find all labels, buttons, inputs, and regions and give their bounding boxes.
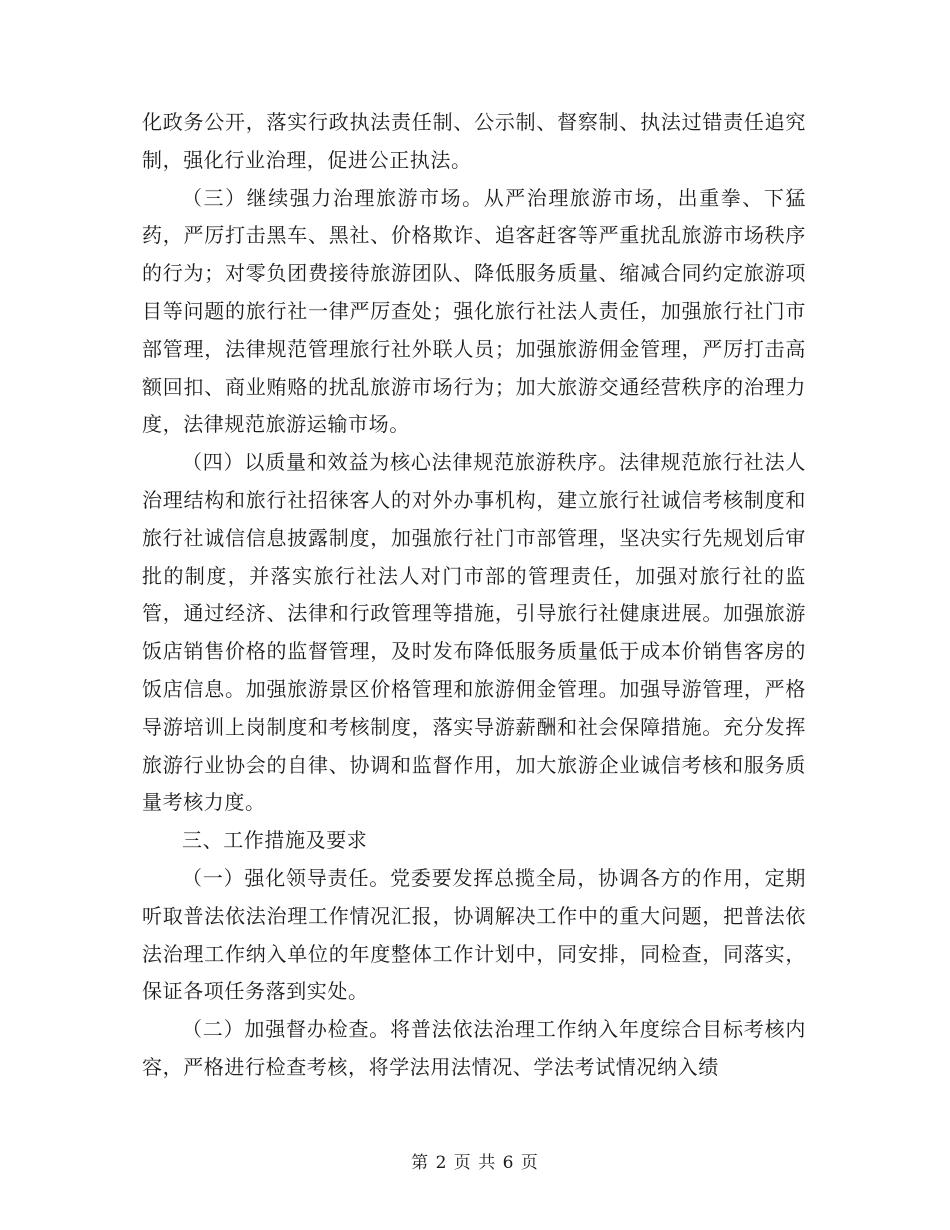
section-heading: 三、工作措施及要求 xyxy=(182,828,368,853)
footer-suffix: 页 xyxy=(520,1153,539,1173)
paragraph-continued: 化政务公开，落实行政执法责任制、公示制、督察制、执法过错责任追究制，强化行业治理，促进公正执法。 xyxy=(142,110,806,172)
footer-middle: 页 共 xyxy=(453,1153,497,1173)
footer-prefix: 第 xyxy=(411,1153,430,1173)
paragraph-measure-one: （一）强化领导责任。党委要发挥总揽全局，协调各方的作用，定期听取普法依法治理工作情况汇报，协调解决工作中的重大问题，把普法依法治理工作纳入单位的年度整体工作计划中，同安排，同检查，同落实，保证各项任务落到实处。 xyxy=(142,865,806,1004)
footer-total-pages: 6 xyxy=(502,1153,515,1173)
paragraph-section-four: （四）以质量和效益为核心法律规范旅游秩序。法律规范旅行社法人治理结构和旅行社招徕客人的对外办事机构，建立旅行社诚信考核制度和旅行社诚信信息披露制度，加强旅行社门市部管理，坚决实行先规划后审批的制度，并落实旅行社法人对门市部的管理责任，加强对旅行社的监管，通过经济、法律和行政管理等措施，引导旅行社健康进展。加强旅游饭店销售价格的监督管理，及时发布降低服务质量低于成本价销售客房的饭店信息。加强旅游景区价格管理和旅游佣金管理。加强导游管理，严格导游培训上岗制度和考核制度，落实导游薪酬和社会保障措施。充分发挥旅游行业协会的自律、协调和监督作用，加大旅游企业诚信考核和服务质量考核力度。 xyxy=(142,450,806,815)
page-footer xyxy=(0,1148,950,1173)
document-page xyxy=(142,104,806,1087)
footer-current-page: 2 xyxy=(435,1153,448,1173)
paragraph-measure-two: （二）加强督办检查。将普法依法治理工作纳入年度综合目标考核内容，严格进行检查考核，将学法用法情况、学法考试情况纳入绩 xyxy=(142,1017,806,1079)
paragraph-section-three: （三）继续强力治理旅游市场。从严治理旅游市场，出重拳、下猛药，严厉打击黑车、黑社、价格欺诈、追客赶客等严重扰乱旅游市场秩序的行为；对零负团费接待旅游团队、降低服务质量、缩减合同约定旅游项目等问题的旅行社一律严厉查处；强化旅行社法人责任，加强旅行社门市部管理，法律规范管理旅行社外联人员；加强旅游佣金管理，严厉打击高额回扣、商业贿赂的扰乱旅游市场行为；加大旅游交通经营秩序的治理力度，法律规范旅游运输市场。 xyxy=(142,185,806,437)
